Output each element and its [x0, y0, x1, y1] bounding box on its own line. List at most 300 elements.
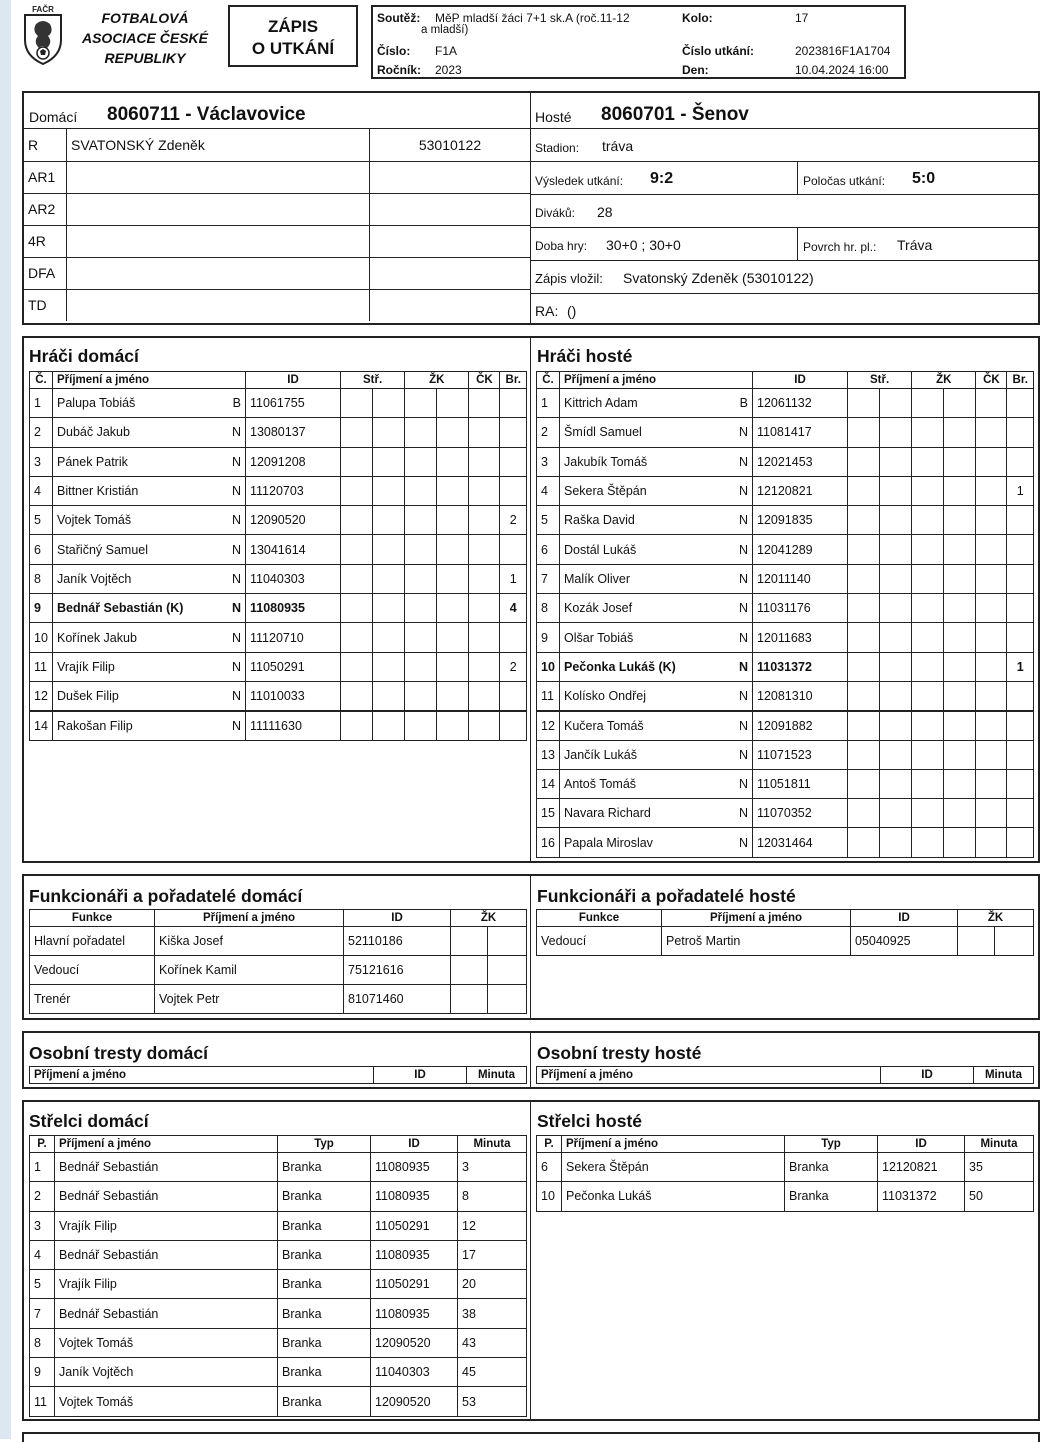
player-status: N	[738, 630, 748, 645]
sub-out	[880, 389, 912, 418]
player-row	[537, 711, 1034, 740]
player-row	[30, 447, 527, 476]
player-id: 12081310	[753, 681, 848, 710]
player-status: N	[738, 601, 748, 616]
sub-in	[848, 389, 880, 418]
functionary-id: 75121616	[344, 956, 451, 985]
sub-out	[373, 389, 405, 418]
player-id: 11111630	[246, 711, 341, 740]
scorer-row	[537, 1182, 1034, 1211]
player-id: 12091835	[753, 506, 848, 535]
player-id: 13041614	[246, 535, 341, 564]
sub-out	[880, 652, 912, 681]
col-minute: Minuta	[467, 1067, 527, 1084]
player-goals	[1007, 389, 1034, 418]
player-name-cell	[53, 564, 246, 593]
home-scorers-title: Střelci domácí	[29, 1111, 149, 1131]
match-number-value: 2023816F1A1704	[795, 44, 891, 58]
away-label: Hosté	[535, 109, 572, 125]
sub-out	[880, 681, 912, 710]
scorer-id: 12120821	[878, 1153, 965, 1182]
scorer-order: 5	[30, 1270, 55, 1299]
player-id: 12091882	[753, 711, 848, 740]
sub-in	[848, 769, 880, 798]
player-goals	[500, 623, 527, 652]
player-name: Kittrich Adam	[564, 396, 638, 411]
red-card	[976, 799, 1007, 828]
col-id: ID	[374, 1067, 467, 1084]
scorer-type: Branka	[785, 1182, 878, 1211]
sub-in	[341, 506, 373, 535]
sub-out	[373, 506, 405, 535]
yellow-1	[405, 389, 437, 418]
scorer-order: 9	[30, 1358, 55, 1387]
scorer-name: Bednář Sebastián	[55, 1240, 278, 1269]
player-status: N	[231, 571, 241, 586]
player-name-cell	[53, 476, 246, 505]
player-name: Stařičný Samuel	[57, 542, 149, 557]
player-row	[537, 535, 1034, 564]
scorer-name: Janík Vojtěch	[55, 1358, 278, 1387]
sub-in	[848, 594, 880, 623]
player-id: 12061132	[753, 389, 848, 418]
yellow-2	[944, 740, 976, 769]
yellow-1	[405, 506, 437, 535]
player-goals	[500, 535, 527, 564]
player-goals	[500, 418, 527, 447]
away-scorers-table	[536, 1135, 1034, 1212]
player-goals	[500, 476, 527, 505]
player-name-cell	[53, 681, 246, 710]
home-players-title: Hráči domácí	[29, 346, 139, 366]
scorer-id: 11080935	[371, 1299, 458, 1328]
spectators-value: 28	[597, 204, 613, 220]
player-id: 11061755	[246, 389, 341, 418]
player-row	[537, 623, 1034, 652]
away-penalties-title: Osobní tresty hosté	[537, 1043, 702, 1063]
yellow-2	[437, 535, 469, 564]
scorer-row	[30, 1211, 527, 1240]
sub-out	[880, 535, 912, 564]
sub-out	[880, 476, 912, 505]
scorer-minute: 20	[458, 1270, 527, 1299]
stadium-value: tráva	[602, 138, 634, 154]
col-minute: Minuta	[458, 1136, 527, 1153]
yellow-1	[405, 594, 437, 623]
col-type: Typ	[785, 1136, 878, 1153]
player-row	[537, 506, 1034, 535]
yellow-2	[944, 594, 976, 623]
yellow-1	[405, 623, 437, 652]
player-row	[30, 652, 527, 681]
col-substitution: Stř.	[848, 372, 912, 389]
number-value: F1A	[435, 44, 458, 58]
player-name: Kučera Tomáš	[564, 718, 644, 733]
sub-out	[373, 652, 405, 681]
yellow-1	[912, 535, 944, 564]
sub-in	[341, 564, 373, 593]
col-number: Č.	[537, 372, 560, 389]
col-id: ID	[344, 910, 451, 927]
scorer-row	[30, 1153, 527, 1182]
player-number: 11	[537, 681, 560, 710]
player-row	[30, 623, 527, 652]
player-id: 11031372	[753, 652, 848, 681]
document-title	[228, 5, 358, 67]
col-name: Příjmení a jméno	[562, 1136, 785, 1153]
col-id: ID	[371, 1136, 458, 1153]
yellow-2	[437, 594, 469, 623]
red-card	[976, 740, 1007, 769]
player-name: Papala Miroslav	[564, 835, 653, 850]
sub-out	[373, 623, 405, 652]
sub-out	[880, 799, 912, 828]
scorer-minute: 53	[458, 1387, 527, 1416]
functionary-role: Hlavní pořadatel	[30, 927, 155, 956]
player-row	[30, 389, 527, 418]
official-role: AR1	[24, 161, 67, 193]
spectators-label: Diváků:	[535, 206, 576, 220]
year-label: Ročník:	[377, 63, 422, 77]
yellow-1	[912, 447, 944, 476]
player-name: Dostál Lukáš	[564, 542, 637, 557]
yellow-1	[405, 535, 437, 564]
red-card	[469, 711, 500, 740]
player-id: 12091208	[246, 447, 341, 476]
col-red-card: ČK	[469, 372, 500, 389]
year-value: 2023	[435, 63, 462, 77]
player-status: N	[231, 659, 241, 674]
player-goals	[1007, 594, 1034, 623]
col-yellow-card: ŽK	[912, 372, 976, 389]
competition-label: Soutěž:	[377, 11, 421, 25]
red-card	[976, 828, 1007, 857]
scorer-name: Vrajík Filip	[55, 1211, 278, 1240]
yellow-1	[912, 476, 944, 505]
col-yellow-card: ŽK	[451, 910, 527, 927]
player-name-cell	[560, 389, 753, 418]
sub-out	[880, 740, 912, 769]
player-goals: 1	[500, 564, 527, 593]
player-goals	[1007, 564, 1034, 593]
player-status: N	[738, 659, 748, 674]
red-card	[976, 652, 1007, 681]
player-name-cell	[53, 418, 246, 447]
competition-value: MěP mladší žáci 7+1 sk.A (roč.11-12	[435, 11, 630, 25]
yellow-2	[437, 418, 469, 447]
match-number-label: Číslo utkání:	[682, 44, 755, 58]
halftime-label: Poločas utkání:	[803, 174, 886, 188]
official-role: DFA	[24, 257, 67, 289]
player-number: 3	[537, 447, 560, 476]
player-number: 15	[537, 799, 560, 828]
sub-in	[848, 476, 880, 505]
player-id: 11080935	[246, 594, 341, 623]
player-id: 12120821	[753, 476, 848, 505]
yellow-2	[488, 927, 527, 956]
player-number: 8	[30, 564, 53, 593]
functionary-role: Trenér	[30, 985, 155, 1014]
scorer-id: 11040303	[371, 1358, 458, 1387]
away-players-title: Hráči hosté	[537, 346, 633, 366]
yellow-1	[912, 681, 944, 710]
scorer-row	[30, 1240, 527, 1269]
yellow-1	[912, 769, 944, 798]
yellow-2	[437, 623, 469, 652]
scorer-name: Sekera Štěpán	[562, 1153, 785, 1182]
player-name-cell	[560, 535, 753, 564]
player-number: 1	[30, 389, 53, 418]
yellow-2	[944, 564, 976, 593]
title-line-2: O UTKÁNÍ	[251, 39, 335, 58]
player-status: N	[738, 513, 748, 528]
sub-in	[848, 828, 880, 857]
sub-out	[373, 418, 405, 447]
player-id: 12011140	[753, 564, 848, 593]
player-goals	[1007, 799, 1034, 828]
sub-in	[848, 740, 880, 769]
player-name-cell	[560, 711, 753, 740]
player-id: 12041289	[753, 535, 848, 564]
ra-label: RA:	[535, 303, 559, 319]
player-id: 11040303	[246, 564, 341, 593]
player-number: 10	[537, 652, 560, 681]
yellow-1	[405, 711, 437, 740]
sub-out	[880, 711, 912, 740]
red-card	[976, 594, 1007, 623]
player-goals	[1007, 623, 1034, 652]
home-label: Domácí	[29, 109, 78, 125]
player-name-cell	[560, 828, 753, 857]
player-number: 14	[537, 769, 560, 798]
col-red-card: ČK	[976, 372, 1007, 389]
scorer-name: Vojtek Tomáš	[55, 1387, 278, 1416]
yellow-1	[405, 564, 437, 593]
yellow-1	[405, 447, 437, 476]
official-role: 4R	[24, 225, 67, 257]
player-number: 2	[30, 418, 53, 447]
red-card	[976, 769, 1007, 798]
official-id	[370, 193, 531, 225]
player-id: 12021453	[753, 447, 848, 476]
red-card	[976, 447, 1007, 476]
official-row	[24, 225, 530, 257]
yellow-2	[944, 418, 976, 447]
match-details	[531, 93, 1038, 324]
yellow-2	[437, 389, 469, 418]
yellow-2	[995, 927, 1034, 956]
player-goals	[1007, 506, 1034, 535]
player-name: Pánek Patrik	[57, 454, 128, 469]
scorer-type: Branka	[278, 1328, 371, 1357]
away-team-name: 8060701 - Šenov	[601, 104, 749, 125]
player-name: Vrajík Filip	[57, 659, 115, 674]
yellow-1	[958, 927, 995, 956]
sub-in	[848, 564, 880, 593]
away-penalties-table	[536, 1066, 1034, 1084]
scorer-type: Branka	[278, 1387, 371, 1416]
player-goals	[500, 711, 527, 740]
col-minute: Minuta	[974, 1067, 1034, 1084]
player-row	[30, 564, 527, 593]
player-number: 3	[30, 447, 53, 476]
player-name-cell	[560, 506, 753, 535]
player-goals: 2	[500, 652, 527, 681]
player-id: 11081417	[753, 418, 848, 447]
scorer-order: 10	[537, 1182, 562, 1211]
player-name-cell	[53, 594, 246, 623]
player-status: N	[231, 542, 241, 557]
player-status: N	[231, 454, 241, 469]
yellow-1	[912, 418, 944, 447]
red-card	[976, 506, 1007, 535]
red-card	[976, 681, 1007, 710]
functionary-name: Petroš Martin	[662, 927, 851, 956]
sub-in	[848, 711, 880, 740]
halftime-value: 5:0	[912, 170, 936, 187]
sub-out	[373, 535, 405, 564]
player-row	[30, 594, 527, 623]
scorer-id: 11050291	[371, 1211, 458, 1240]
player-row	[537, 652, 1034, 681]
yellow-1	[451, 927, 488, 956]
yellow-1	[912, 594, 944, 623]
yellow-2	[488, 985, 527, 1014]
player-name: Kolísko Ondřej	[564, 688, 646, 703]
sub-in	[341, 476, 373, 505]
red-card	[976, 389, 1007, 418]
home-functionaries-title: Funkcionáři a pořadatelé domácí	[29, 886, 303, 906]
official-name: SVATONSKÝ Zdeněk	[67, 129, 370, 161]
red-card	[976, 623, 1007, 652]
yellow-1	[912, 389, 944, 418]
scorer-order: 6	[537, 1153, 562, 1182]
surface-label: Povrch hr. pl.:	[803, 240, 877, 254]
player-name: Janík Vojtěch	[57, 571, 132, 586]
player-goals	[1007, 535, 1034, 564]
player-id: 12090520	[246, 506, 341, 535]
player-row	[537, 418, 1034, 447]
player-name: Malík Oliver	[564, 571, 630, 586]
yellow-2	[437, 476, 469, 505]
col-name: Příjmení a jméno	[55, 1136, 278, 1153]
sub-out	[373, 564, 405, 593]
scorer-id: 11080935	[371, 1240, 458, 1269]
functionaries-section	[22, 874, 1040, 1020]
player-status: N	[738, 777, 748, 791]
functionary-row	[537, 927, 1034, 956]
date-value: 10.04.2024 16:00	[795, 63, 889, 77]
scorer-order: 1	[30, 1153, 55, 1182]
player-row	[537, 389, 1034, 418]
home-team-name: 8060711 - Václavovice	[107, 104, 306, 125]
player-status: N	[738, 718, 748, 733]
player-goals	[1007, 828, 1034, 857]
player-name: Dubáč Jakub	[57, 425, 130, 440]
player-number: 14	[30, 711, 53, 740]
player-name: Raška David	[564, 513, 635, 528]
red-card	[469, 447, 500, 476]
player-name-cell	[560, 447, 753, 476]
player-name: Šmídl Samuel	[564, 425, 642, 440]
scorer-id: 11050291	[371, 1270, 458, 1299]
scorer-type: Branka	[278, 1211, 371, 1240]
scorers-section	[22, 1100, 1040, 1421]
organization-name	[70, 8, 220, 68]
official-row	[24, 257, 530, 289]
sub-in	[341, 652, 373, 681]
player-goals	[1007, 681, 1034, 710]
player-goals: 1	[1007, 476, 1034, 505]
scorer-row	[30, 1328, 527, 1357]
sub-in	[848, 623, 880, 652]
player-status: N	[231, 630, 241, 645]
scorer-type: Branka	[278, 1270, 371, 1299]
facr-logo-icon	[20, 4, 66, 66]
scorer-order: 7	[30, 1299, 55, 1328]
player-number: 6	[30, 535, 53, 564]
scorer-row	[537, 1153, 1034, 1182]
official-id	[370, 257, 531, 289]
player-goals	[500, 389, 527, 418]
sub-in	[848, 418, 880, 447]
red-card	[976, 418, 1007, 447]
official-row	[24, 161, 530, 193]
player-row	[30, 681, 527, 710]
scorer-id: 12090520	[371, 1387, 458, 1416]
red-card	[976, 535, 1007, 564]
sub-out	[373, 447, 405, 476]
player-goals	[500, 681, 527, 710]
scorer-minute: 8	[458, 1182, 527, 1211]
yellow-2	[944, 447, 976, 476]
player-number: 6	[537, 535, 560, 564]
official-role: TD	[24, 289, 67, 321]
player-number: 5	[30, 506, 53, 535]
sub-in	[848, 506, 880, 535]
sub-in	[341, 623, 373, 652]
scorer-minute: 3	[458, 1153, 527, 1182]
col-position: P.	[30, 1136, 55, 1153]
scorer-row	[30, 1270, 527, 1299]
duration-value: 30+0 ; 30+0	[606, 237, 681, 253]
yellow-1	[912, 711, 944, 740]
player-number: 10	[30, 623, 53, 652]
player-goals	[1007, 711, 1034, 740]
sub-out	[880, 506, 912, 535]
yellow-2	[944, 799, 976, 828]
scorer-order: 8	[30, 1328, 55, 1357]
sub-in	[341, 418, 373, 447]
duration-label: Doba hry:	[535, 239, 588, 253]
red-card	[469, 476, 500, 505]
sub-out	[373, 594, 405, 623]
functionary-id: 05040925	[851, 927, 958, 956]
functionary-name: Vojtek Petr	[155, 985, 344, 1014]
stadium-label: Stadion:	[535, 141, 580, 155]
col-yellow-card: ŽK	[958, 910, 1034, 927]
scorer-name: Bednář Sebastián	[55, 1153, 278, 1182]
player-status: N	[231, 513, 241, 528]
col-name: Příjmení a jméno	[662, 910, 851, 927]
sub-in	[341, 711, 373, 740]
player-name-cell	[560, 418, 753, 447]
player-number: 12	[537, 711, 560, 740]
player-status: N	[231, 601, 241, 616]
yellow-2	[944, 769, 976, 798]
player-row	[537, 681, 1034, 710]
player-name: Sekera Štěpán	[564, 484, 647, 499]
